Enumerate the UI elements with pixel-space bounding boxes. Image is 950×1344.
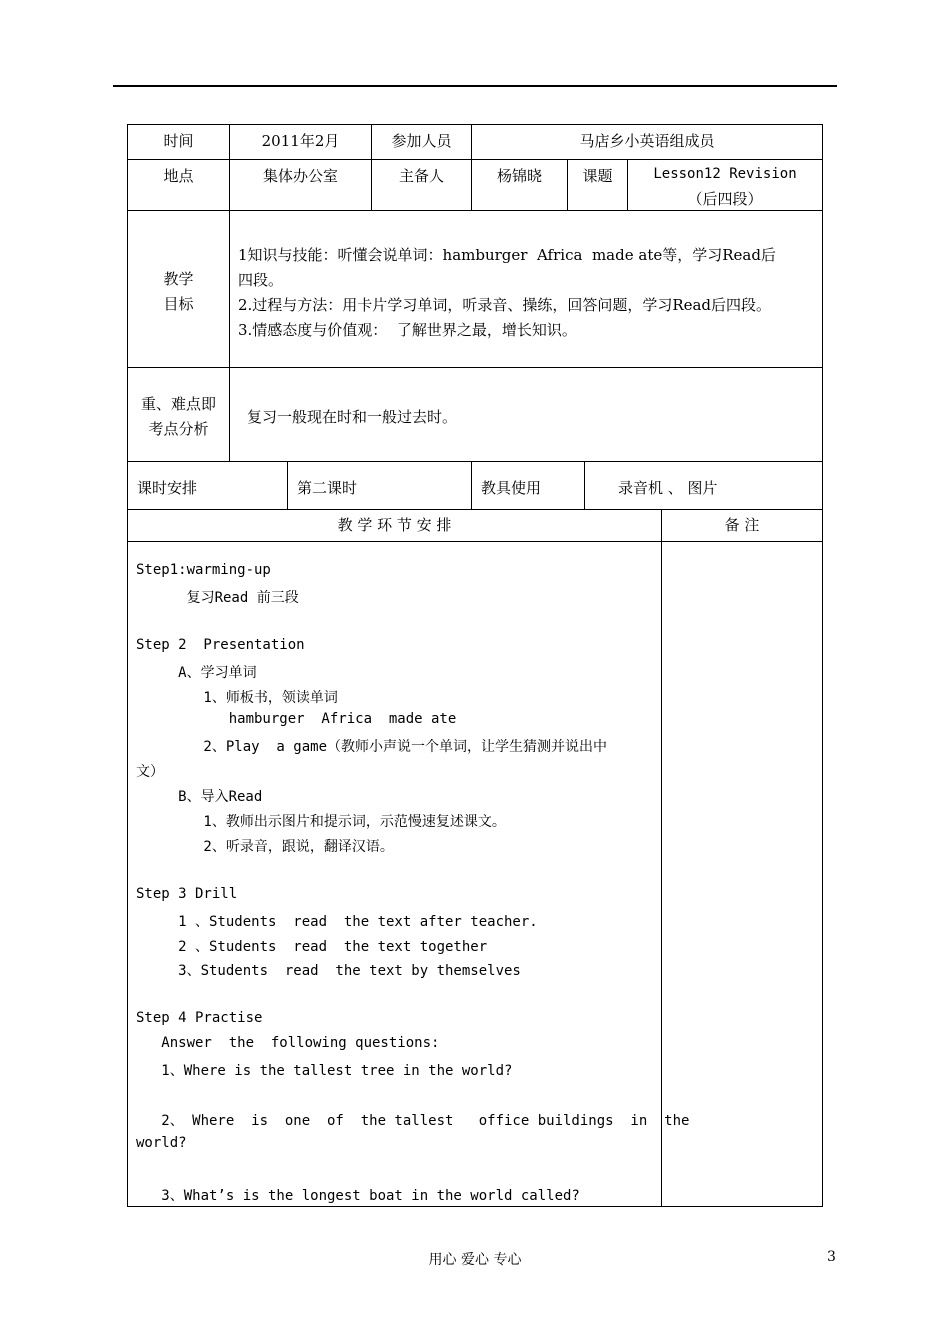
goals-line: 四段。 xyxy=(238,271,284,289)
step-line: 1 、Students read the text after teacher. xyxy=(136,913,538,930)
col-line-h xyxy=(584,461,585,509)
focus-text: 复习一般现在时和一般过去时。 xyxy=(247,408,458,426)
step-line: 2、听录音，跟说，翻译汉语。 xyxy=(136,838,394,855)
focus-label-2: 考点分析 xyxy=(148,420,209,438)
participants-value: 马店乡小英语组成员 xyxy=(579,132,715,150)
step-line: B、导入Read xyxy=(136,789,263,806)
table-line-r2 xyxy=(127,210,823,211)
step-line: 1、师板书，领读单词 xyxy=(136,689,338,706)
steps-title: 教 学 环 节 安 排 xyxy=(337,516,452,534)
topic-value-line1: Lesson12 Revision xyxy=(653,166,797,182)
step-line: 复习Read 前三段 xyxy=(136,589,299,606)
table-border-top xyxy=(127,124,823,125)
step-line: 2 、Students read the text together xyxy=(136,938,488,955)
step-line: 2、 Where is one of the tallest office buildings in the xyxy=(136,1112,690,1129)
focus-label-1: 重、难点即 xyxy=(140,395,216,413)
preparer-value: 杨锦晓 xyxy=(496,167,542,185)
header-rule xyxy=(113,85,837,87)
step-line: hamburger Africa made ate xyxy=(136,711,457,728)
step-line: A、学习单词 xyxy=(136,664,257,681)
place-label: 地点 xyxy=(163,167,194,185)
tools-value: 录音机 、 图片 xyxy=(618,479,718,497)
lesson-label: 课时安排 xyxy=(137,479,198,497)
table-line-r4 xyxy=(127,461,823,462)
step-line: Answer the following questions: xyxy=(136,1035,440,1052)
lesson-value: 第二课时 xyxy=(297,479,358,497)
footer-motto: 用心 爱心 专心 xyxy=(428,1252,522,1268)
time-label: 时间 xyxy=(163,132,194,150)
col-line-notes xyxy=(661,509,662,1207)
table-border-right xyxy=(822,124,823,1207)
table-line-r1 xyxy=(127,159,823,160)
page-number: 3 xyxy=(827,1249,836,1265)
goals-line: 2.过程与方法：用卡片学习单词，听录音、操练，回答问题，学习Read后四段。 xyxy=(238,296,772,314)
table-line-r3 xyxy=(127,367,823,368)
goals-line: 1知识与技能：听懂会说单词：hamburger Africa made ate等，学习Read后 xyxy=(238,246,776,264)
table-border-bottom xyxy=(127,1206,823,1207)
table-line-r6 xyxy=(127,541,823,542)
col-line-f xyxy=(287,461,288,509)
step-line: Step1:warming-up xyxy=(136,562,271,578)
notes-title: 备 注 xyxy=(724,516,760,534)
goals-label-2: 目标 xyxy=(163,295,194,313)
step-line: 1、Where is the tallest tree in the world? xyxy=(136,1063,513,1079)
step-line: 1、教师出示图片和提示词，示范慢速复述课文。 xyxy=(136,814,506,830)
step-line: Step 3 Drill xyxy=(136,885,238,902)
topic-value-line2: （后四段） xyxy=(687,190,763,208)
step-line: 文） xyxy=(136,764,164,781)
tools-label: 教具使用 xyxy=(481,479,542,497)
goals-label-1: 教学 xyxy=(163,270,194,288)
participants-label: 参加人员 xyxy=(391,132,452,150)
step-line: 2、Play a game（教师小声说一个单词，让学生猜测并说出中 xyxy=(136,739,608,756)
goals-line: 3.情感态度与价值观： 了解世界之最，增长知识。 xyxy=(238,321,577,339)
preparer-label: 主备人 xyxy=(398,167,444,185)
table-line-r5 xyxy=(127,509,823,510)
col-line-g xyxy=(471,461,472,509)
step-line: Step 2 Presentation xyxy=(136,636,305,653)
step-line: 3、What’s is the longest boat in the world called? xyxy=(136,1187,580,1204)
step-line: world? xyxy=(136,1134,187,1151)
step-line: Step 4 Practise xyxy=(136,1010,263,1027)
step-line: 3、Students read the text by themselves xyxy=(136,963,521,980)
topic-label: 课题 xyxy=(582,167,613,185)
time-value: 2011年2月 xyxy=(261,132,340,150)
place-value: 集体办公室 xyxy=(262,167,338,185)
